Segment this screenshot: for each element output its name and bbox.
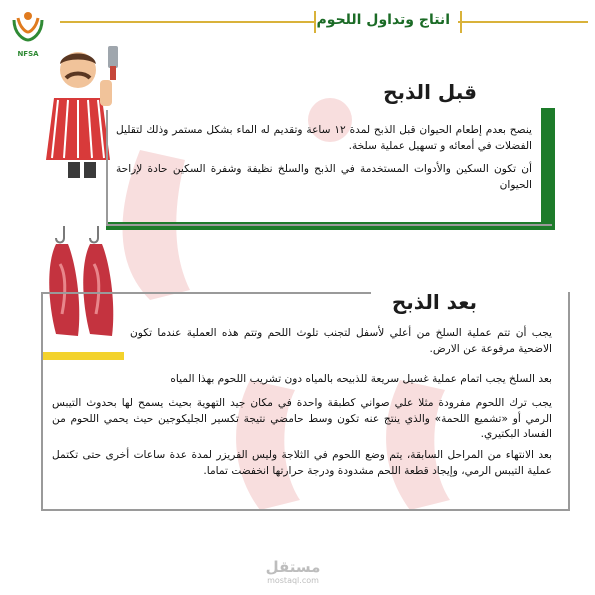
header-rule-right [458, 21, 588, 23]
logo-text: NFSA [17, 50, 39, 58]
after-paragraph-4: بعد الانتهاء من المراحل السابقة، يتم وضع اللحوم في الثلاجة وليس الفريزر لمدة عدة ساعات أخرى حتى تكتمل عملية التيبس الرمي، وإيجاد قطعة اللحم مشدودة ودرجة حرارتها انخفضت تماما. [52, 449, 552, 477]
after-slaughter-heading: بعد الذبح [391, 290, 477, 314]
mostaql-watermark [258, 558, 328, 585]
before-paragraph-1: ينصح بعدم إطعام الحيوان قبل الذبح لمدة ١٢ ساعة وتقديم له الماء بشكل مستمر وذلك لتقليل الفضلات في أمعائه و تسهيل عملية سلخة. [116, 124, 532, 152]
after-paragraph-2: بعد السلخ يجب اتمام عملية غسيل سريعة للذبيحه بالمياه دون تشريب اللحوم بهذا المياه [170, 373, 552, 385]
cleaver-icon [108, 46, 118, 68]
mostaql-brand-ar: مستقل [265, 558, 321, 576]
header-rule-left [60, 21, 315, 23]
mostaql-brand-en: mostaql.com [267, 576, 319, 585]
before-slaughter-heading: قبل الذبح [383, 80, 477, 104]
hook-icon [56, 226, 64, 243]
header-box [314, 11, 462, 33]
before-paragraph-2: أن تكون السكين والأدوات المستخدمة في الذبح والسلخ نظيفة وشفرة السكين حادة لإراحة الحيوان [116, 163, 532, 191]
page-title: انتاج وتداول اللحوم [316, 12, 450, 28]
after-paragraph-1: يجب أن تتم عملية السلخ من أعلي لأسفل لتجنب تلوث اللحم وتتم هذه العملية عندما تكون الاضحية مرفوعة عن الارض. [130, 327, 552, 355]
hook-icon [90, 226, 98, 243]
after-paragraph-3: يجب ترك اللحوم مفرودة مثلا علي صواني كطبقة واحدة في مكان جيد التهوية بحيث يسمح لها بحدوث التيبس الرمي أو «تشميع اللحمة» والذي ينتج عنه تكون وسط حامضي نتيجة تكسير الجليكوجين حيث يحمي اللحوم من الفساد البكتيري. [52, 397, 552, 440]
